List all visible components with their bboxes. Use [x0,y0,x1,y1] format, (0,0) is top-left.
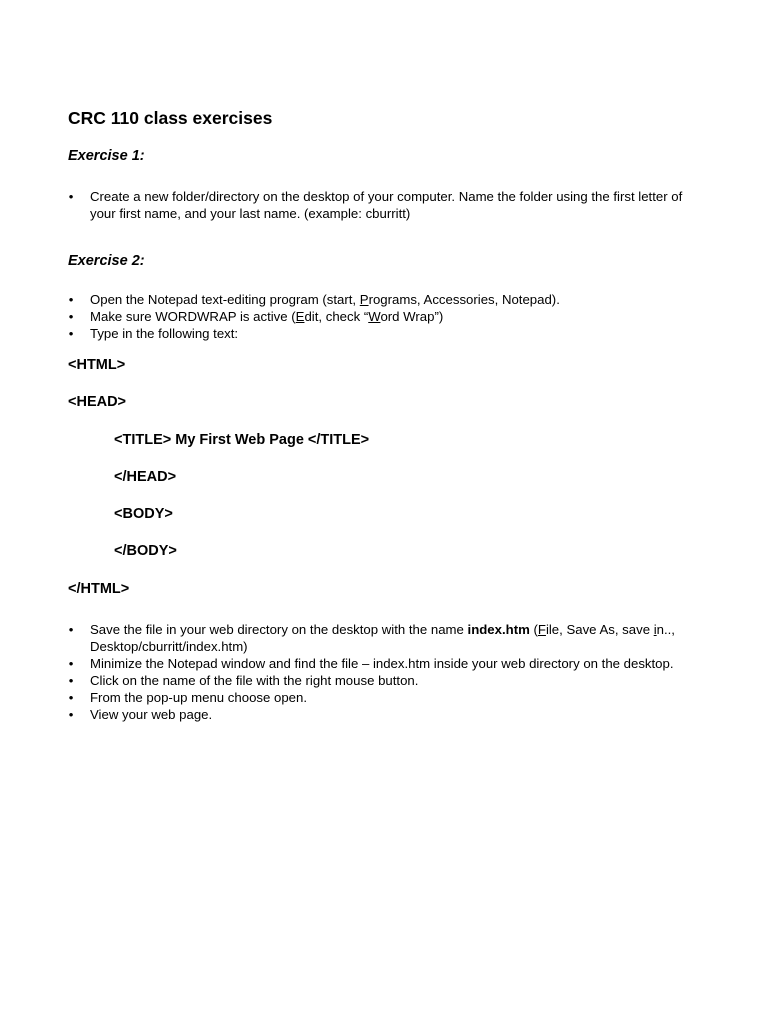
list-item-text: Make sure WORDWRAP is active (Edit, check “Word Wrap”) [90,309,444,324]
bullet-icon: • [68,707,74,722]
filename-bold: index.htm [467,622,530,637]
list-item [66,325,705,342]
list-item-text: Minimize the Notepad window and find the file – index.htm inside your web directory on the desktop. [90,656,674,671]
list-item [66,291,705,308]
list-item [66,672,705,689]
list-item [66,308,705,325]
document-title: CRC 110 class exercises [68,108,273,128]
list-item [66,706,705,723]
bullet-icon: • [68,326,74,341]
exercise-1-list [66,188,705,222]
list-item-text: Click on the name of the file with the right mouse button. [90,673,419,688]
list-item-text: From the pop-up menu choose open. [90,690,307,705]
list-item-text: Save the file in your web directory on the desktop with the name index.htm (File, Save As, save in.., Desktop/cburritt/index.htm) [90,622,675,654]
code-line-title: <TITLE> My First Web Page </TITLE> [114,432,370,448]
bullet-icon: • [68,622,74,637]
bullet-icon: • [68,292,74,307]
list-item-text: Create a new folder/directory on the desktop of your computer. Name the folder using the first letter of your first name, and your last name. (example: cburritt) [90,189,683,221]
code-line-body-close: </BODY> [114,543,177,559]
list-item [66,689,705,706]
list-item-text: Open the Notepad text-editing program (start, Programs, Accessories, Notepad). [90,292,560,307]
exercise-2-steps [66,621,705,723]
list-item [66,621,705,655]
code-line-html-open: <HTML> [68,357,126,373]
code-line-html-close: </HTML> [68,581,130,597]
bullet-icon: • [68,309,74,324]
code-line-head-close: </HEAD> [114,469,177,485]
bullet-icon: • [68,189,74,204]
exercise-2-heading: Exercise 2: [68,253,145,269]
exercise-2-list [66,291,705,342]
list-item-text: View your web page. [90,707,213,722]
bullet-icon: • [68,673,74,688]
bullet-icon: • [68,690,74,705]
list-item-text: Type in the following text: [90,326,239,341]
exercise-1-heading: Exercise 1: [68,148,145,164]
list-item [66,655,705,672]
code-line-body-open: <BODY> [114,506,173,522]
list-item [66,188,705,222]
code-line-head-open: <HEAD> [68,394,127,410]
bullet-icon: • [68,656,74,671]
